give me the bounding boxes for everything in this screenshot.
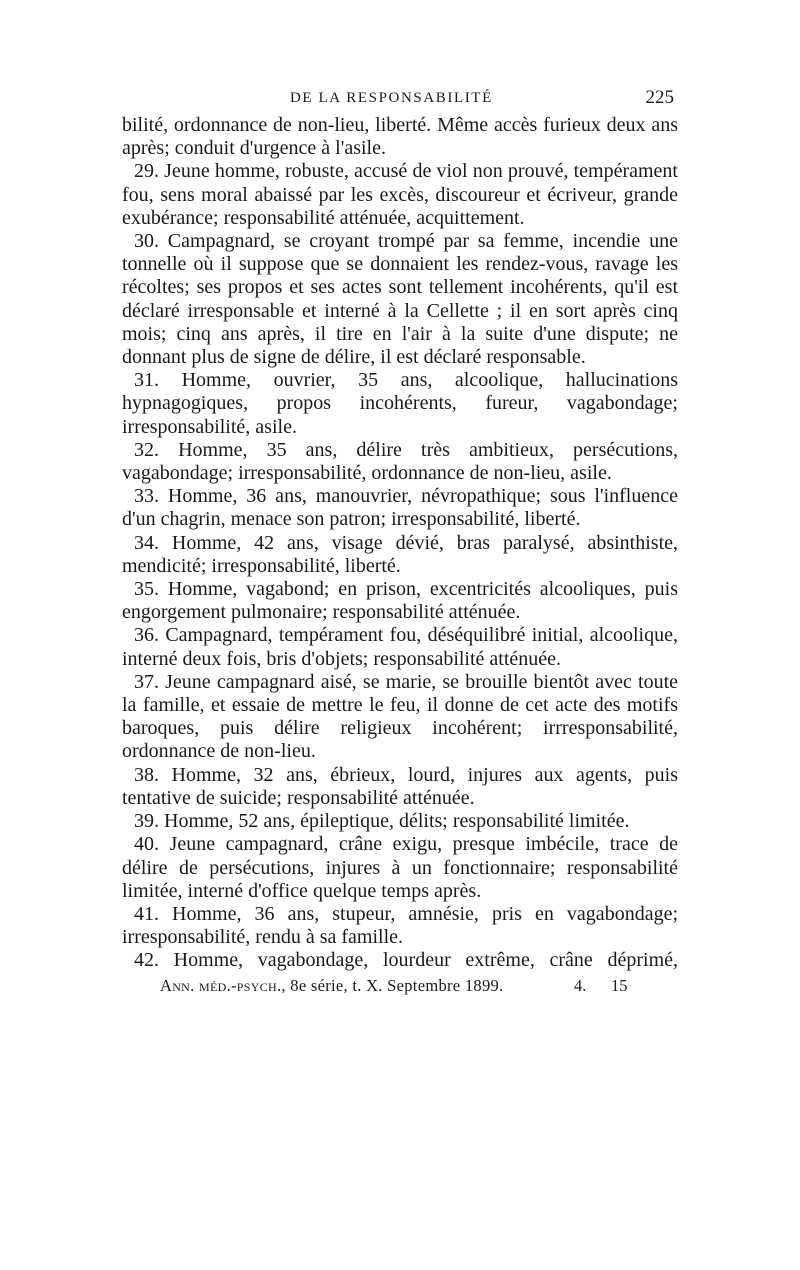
case-36: 36. Campagnard, tempérament fou, déséquilibré initial, alcoolique, interné deux fois, bris d'objets; responsabilité atténuée. bbox=[122, 624, 678, 670]
running-title: DE LA RESPONSABILITÉ bbox=[290, 90, 493, 106]
folio-number: 15 bbox=[611, 975, 628, 995]
paragraph-continued: bilité, ordonnance de non-lieu, liberté. Même accès furieux deux ans après; conduit d'urgence à l'asile. bbox=[122, 114, 678, 160]
journal-name: Ann. méd.-psych. bbox=[160, 975, 282, 995]
series-info: 8e série, t. X. Septembre 1899. bbox=[290, 975, 504, 995]
case-42: 42. Homme, vagabondage, lourdeur extrême, crâne déprimé, bbox=[134, 949, 678, 972]
running-head bbox=[122, 84, 678, 114]
case-38: 38. Homme, 32 ans, ébrieux, lourd, injures aux agents, puis tentative de suicide; responsabilité atténuée. bbox=[122, 763, 678, 809]
case-39: 39. Homme, 52 ans, épileptique, délits; responsabilité limitée. bbox=[134, 810, 630, 833]
body-text bbox=[122, 114, 678, 973]
case-29: 29. Jeune homme, robuste, accusé de viol non prouvé, tempérament fou, sens moral abaissé par les excès, discoureur et écriveur, grande exubérance; responsabilité atténuée, acquittement. bbox=[122, 160, 678, 229]
page-number: 225 bbox=[645, 87, 674, 108]
journal-signature: Ann. méd.-psych., 8e série, t. X. Septembre 1899. bbox=[160, 975, 504, 995]
case-41: 41. Homme, 36 ans, stupeur, amnésie, pris en vagabondage; irresponsabilité, rendu à sa famille. bbox=[122, 902, 678, 949]
signature-footer bbox=[122, 976, 678, 1000]
case-31: 31. Homme, ouvrier, 35 ans, alcoolique, hallucinations hypnagogiques, propos incohérents, fureur, vagabondage; irresponsabilité, asile. bbox=[122, 369, 678, 438]
case-35: 35. Homme, vagabond; en prison, excentricités alcooliques, puis engorgement pulmonaire; responsabilité atténuée. bbox=[122, 578, 678, 624]
case-30: 30. Campagnard, se croyant trompé par sa femme, incendie une tonnelle où il suppose que se donnaient les rendez-vous, ravage les récoltes; ses propos et ses actes sont tellement incohérents, qu'il est déclaré irresponsable et interné à la Cellette ; il en sort après cinq mois; cinq ans après, il tire en l'air à la suite d'une dispute; ne donnant plus de signe de délire, il est déclaré responsable. bbox=[122, 230, 678, 369]
case-32: 32. Homme, 35 ans, délire très ambitieux, persécutions, vagabondage; irresponsabilité, ordonnance de non-lieu, asile. bbox=[122, 438, 678, 485]
case-34: 34. Homme, 42 ans, visage dévié, bras paralysé, absinthiste, mendicité; irresponsabilité, liberté. bbox=[122, 531, 678, 577]
sheet-number: 4. bbox=[574, 975, 587, 995]
case-40: 40. Jeune campagnard, crâne exigu, presque imbécile, trace de délire de persécutions, injures à un fonctionnaire; responsabilité limitée, interné d'office quelque temps après. bbox=[122, 833, 678, 902]
case-33: 33. Homme, 36 ans, manouvrier, névropathique; sous l'influence d'un chagrin, menace son patron; irresponsabilité, liberté. bbox=[122, 485, 678, 531]
case-37: 37. Jeune campagnard aisé, se marie, se brouille bientôt avec toute la famille, et essaie de mettre le feu, il donne de cet acte des motifs baroques, puis délire religieux incohérent; irrresponsabilité, ordonnance de non-lieu. bbox=[122, 670, 678, 763]
book-page bbox=[122, 84, 678, 1000]
